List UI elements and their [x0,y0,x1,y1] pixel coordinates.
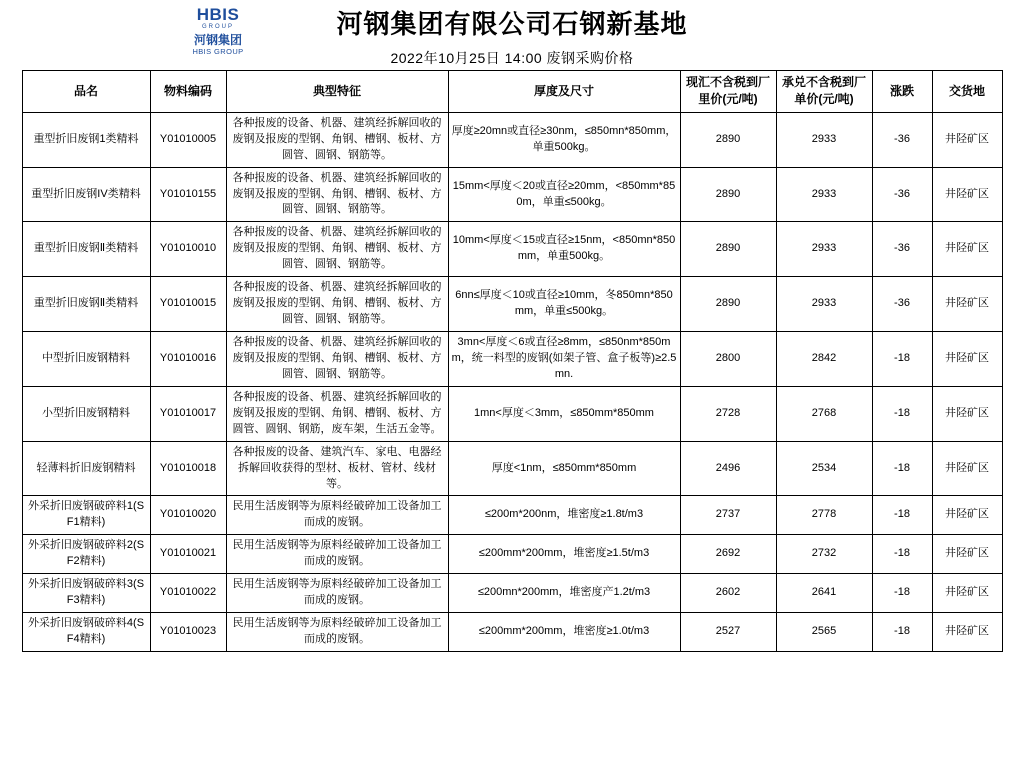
cell-code: Y01010023 [150,613,226,652]
cell-spec: ≤200m*200nm，堆密度≥1.8t/m3 [448,496,680,535]
cell-spec: 厚度<1nm，≤850mm*850mm [448,441,680,496]
cell-code: Y01010020 [150,496,226,535]
table-header-row [22,71,1002,113]
cell-code: Y01010155 [150,167,226,222]
cell-code: Y01010021 [150,535,226,574]
cell-change: -18 [872,441,932,496]
cell-spec: 15mm<厚度＜20或直径≥20mm，<850mm*850m，单重≤500kg。 [448,167,680,222]
cell-change: -36 [872,222,932,277]
cell-code: Y01010005 [150,112,226,167]
column-header-desc: 典型特征 [226,71,448,113]
cell-place: 井陉矿区 [932,496,1002,535]
cell-price-acceptance: 2732 [776,535,872,574]
cell-place: 井陉矿区 [932,386,1002,441]
cell-change: -18 [872,332,932,387]
cell-spec: ≤200mm*200mm，堆密度≥1.0t/m3 [448,613,680,652]
cell-desc: 各种报废的设备、机器、建筑经拆解回收的废钢及报废的型钢、角钢、槽钢、板材、方圆管、圆钢、钢筋等。 [226,332,448,387]
cell-desc: 民用生活废钢等为原料经破碎加工设备加工而成的废钢。 [226,613,448,652]
cell-price-acceptance: 2933 [776,277,872,332]
cell-name: 外采折旧废钢破碎料1(SF1精料) [22,496,150,535]
column-header-spec: 厚度及尺寸 [448,71,680,113]
column-header-price-acceptance: 承兑不含税到厂单价(元/吨) [776,71,872,113]
cell-place: 井陉矿区 [932,332,1002,387]
cell-desc: 民用生活废钢等为原料经破碎加工设备加工而成的废钢。 [226,496,448,535]
cell-change: -36 [872,277,932,332]
table-row [22,167,1002,222]
cell-change: -18 [872,574,932,613]
cell-change: -36 [872,112,932,167]
column-header-place: 交货地 [932,71,1002,113]
table-row [22,441,1002,496]
cell-price-cash: 2890 [680,167,776,222]
cell-place: 井陉矿区 [932,574,1002,613]
cell-price-acceptance: 2768 [776,386,872,441]
cell-code: Y01010016 [150,332,226,387]
cell-price-cash: 2527 [680,613,776,652]
table-row [22,112,1002,167]
cell-price-acceptance: 2933 [776,167,872,222]
document-header [0,0,1024,68]
cell-place: 井陉矿区 [932,112,1002,167]
cell-desc: 各种报废的设备、机器、建筑经拆解回收的废钢及报废的型钢、角钢、槽钢、板材、方圆管、圆钢、钢筋等。 [226,167,448,222]
cell-price-cash: 2800 [680,332,776,387]
cell-place: 井陉矿区 [932,441,1002,496]
cell-change: -18 [872,496,932,535]
cell-price-cash: 2890 [680,112,776,167]
cell-price-acceptance: 2778 [776,496,872,535]
table-row [22,496,1002,535]
table-row [22,574,1002,613]
cell-price-acceptance: 2565 [776,613,872,652]
cell-price-acceptance: 2933 [776,112,872,167]
cell-change: -18 [872,535,932,574]
logo-chinese-name: 河钢集团 [193,33,242,48]
cell-desc: 各种报废的设备、机器、建筑经拆解回收的废钢及报废的型钢、角钢、槽钢、板材、方圆管、圆钢、钢筋，废车架，生活五金等。 [226,386,448,441]
cell-name: 外采折旧废钢破碎料4(SF4精料) [22,613,150,652]
cell-price-cash: 2496 [680,441,776,496]
cell-spec: 3mn<厚度＜6或直径≥8mm，≤850nm*850mm，统一料型的废钢(如架子管、盒子板等)≥2.5mn. [448,332,680,387]
table-row [22,277,1002,332]
cell-price-acceptance: 2933 [776,222,872,277]
cell-name: 重型折旧废钢Ⅱ类精料 [22,222,150,277]
cell-price-cash: 2890 [680,222,776,277]
cell-name: 中型折旧废钢精料 [22,332,150,387]
cell-desc: 民用生活废钢等为原料经破碎加工设备加工而成的废钢。 [226,574,448,613]
cell-name: 小型折旧废钢精料 [22,386,150,441]
cell-desc: 各种报废的设备、建筑汽车、家电、电器经拆解回收获得的型材、板材、管材、线材等。 [226,441,448,496]
cell-name: 外采折旧废钢破碎料3(SF3精料) [22,574,150,613]
column-header-code: 物料编码 [150,71,226,113]
logo-mark-subtext: GROUP [201,23,234,30]
column-header-price-cash: 现汇不含税到厂里价(元/吨) [680,71,776,113]
title-block [0,0,1024,68]
table-row [22,535,1002,574]
cell-desc: 各种报废的设备、机器、建筑经拆解回收的废钢及报废的型钢、角钢、槽钢、板材、方圆管、圆钢、钢筋等。 [226,222,448,277]
cell-name: 轻薄料折旧废钢精料 [22,441,150,496]
table-row [22,386,1002,441]
cell-code: Y01010010 [150,222,226,277]
cell-spec: ≤200mn*200mm，堆密度产1.2t/m3 [448,574,680,613]
price-table [22,70,1003,652]
cell-name: 外采折旧废钢破碎料2(SF2精料) [22,535,150,574]
cell-price-cash: 2890 [680,277,776,332]
cell-price-cash: 2692 [680,535,776,574]
cell-price-cash: 2602 [680,574,776,613]
column-header-name: 品名 [22,71,150,113]
cell-code: Y01010017 [150,386,226,441]
cell-spec: 10mm<厚度＜15或直径≥15nm，<850mn*850mm，单重500kg。 [448,222,680,277]
column-header-change: 涨跌 [872,71,932,113]
cell-desc: 各种报废的设备、机器、建筑经拆解回收的废钢及报废的型钢、角钢、槽钢、板材、方圆管、圆钢、钢筋等。 [226,112,448,167]
cell-price-cash: 2728 [680,386,776,441]
cell-place: 井陉矿区 [932,222,1002,277]
cell-place: 井陉矿区 [932,535,1002,574]
cell-price-acceptance: 2641 [776,574,872,613]
table-row [22,222,1002,277]
table-row [22,332,1002,387]
cell-change: -18 [872,613,932,652]
logo-mark-text: HBIS [196,5,240,24]
logo-english-name: HBIS GROUP [192,46,244,56]
cell-change: -36 [872,167,932,222]
cell-code: Y01010015 [150,277,226,332]
company-logo [168,6,268,56]
cell-place: 井陉矿区 [932,167,1002,222]
cell-price-acceptance: 2842 [776,332,872,387]
cell-code: Y01010018 [150,441,226,496]
cell-desc: 民用生活废钢等为原料经破碎加工设备加工而成的废钢。 [226,535,448,574]
page-title: 河钢集团有限公司石钢新基地 [336,9,688,39]
cell-spec: 1mn<厚度＜3mm，≤850mm*850mm [448,386,680,441]
cell-price-acceptance: 2534 [776,441,872,496]
cell-name: 重型折旧废钢1类精料 [22,112,150,167]
cell-place: 井陉矿区 [932,277,1002,332]
cell-place: 井陉矿区 [932,613,1002,652]
cell-change: -18 [872,386,932,441]
cell-price-cash: 2737 [680,496,776,535]
cell-spec: ≤200mm*200mm，堆密度≥1.5t/m3 [448,535,680,574]
cell-code: Y01010022 [150,574,226,613]
cell-name: 重型折旧废钢IV类精料 [22,167,150,222]
cell-name: 重型折旧废钢Ⅱ类精料 [22,277,150,332]
table-row [22,613,1002,652]
cell-spec: 厚度≥20mn或直径≥30nm，≤850mn*850mm，单重500kg。 [448,112,680,167]
page-subtitle: 2022年10月25日 14:00 废钢采购价格 [390,50,634,66]
cell-desc: 各种报废的设备、机器、建筑经拆解回收的废钢及报废的型钢、角钢、槽钢、板材、方圆管、圆钢、钢筋等。 [226,277,448,332]
cell-spec: 6nn≤厚度＜10或直径≥10mm，冬850mn*850mm，单重≤500kg。 [448,277,680,332]
